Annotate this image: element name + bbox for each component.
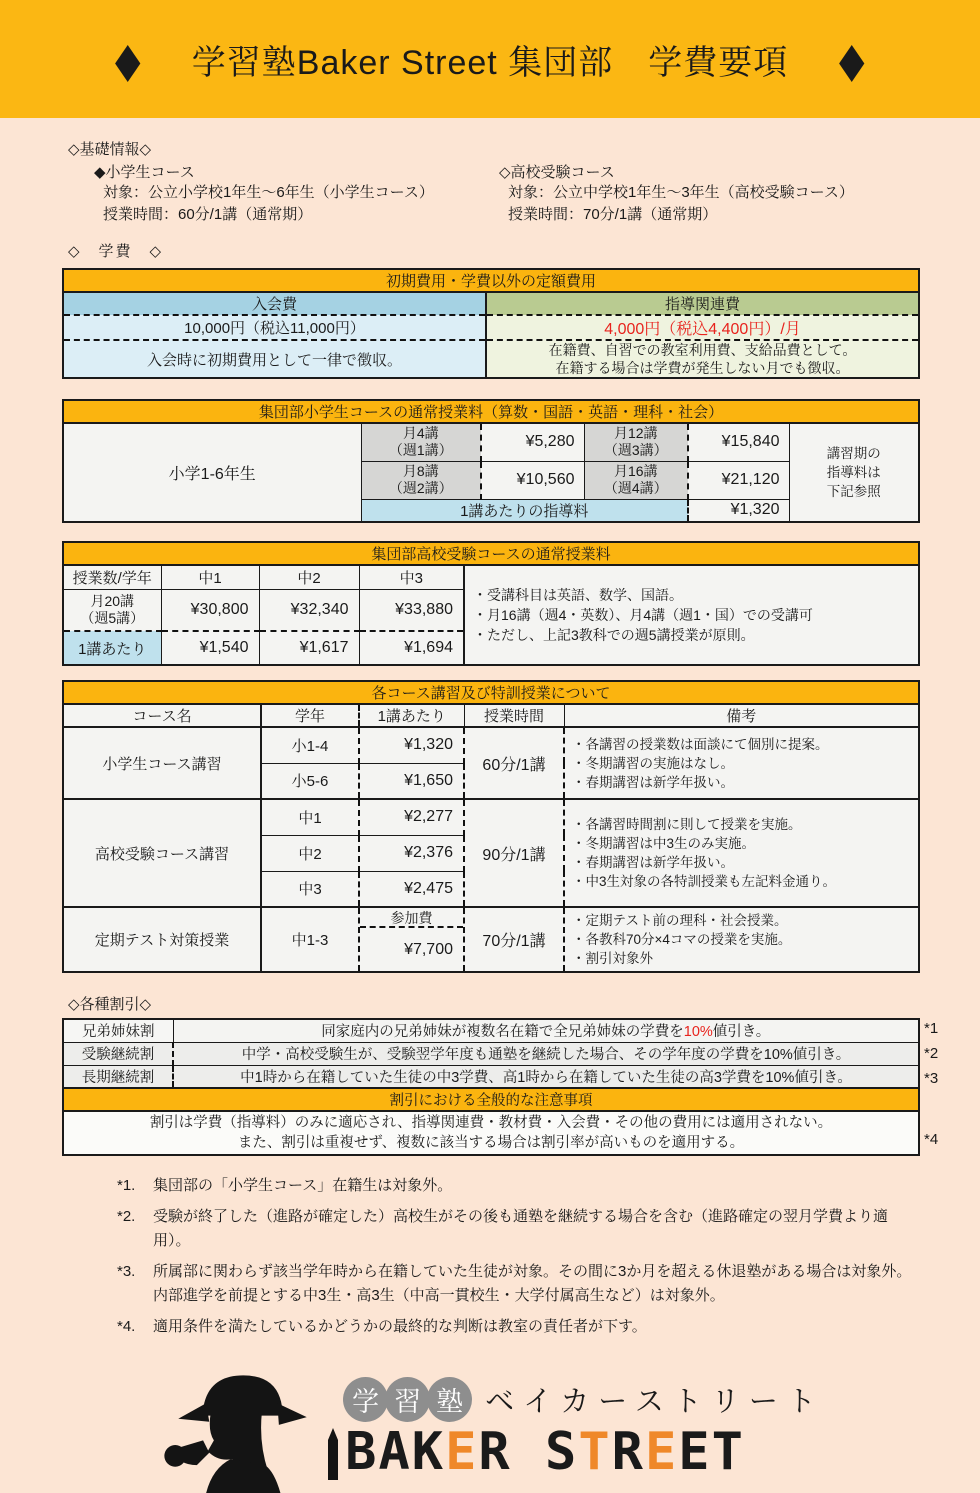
grade-cell: 中1-3 xyxy=(261,907,359,972)
remarks-cell: ・定期テスト前の理科・社会授業。 ・各教科70分×4コマの授業を実施。 ・割引対象外 xyxy=(564,907,919,972)
mark-4: *4 xyxy=(924,1131,939,1148)
page-content xyxy=(0,138,980,1493)
header-j1: 中1 xyxy=(161,565,259,589)
plan-cell: 月8講 （週2講） xyxy=(361,461,481,499)
logo-katakana: ベイカーストリート xyxy=(485,1385,825,1418)
plan-cell: 月4講 （週1講） xyxy=(361,423,481,461)
guidance-amount: 4,000円（税込4,400円）/月 xyxy=(486,315,919,340)
logo-latin: BAKER STREET xyxy=(345,1421,745,1482)
course-highschool xyxy=(499,161,854,226)
grade-cell: 小学1-6年生 xyxy=(63,423,361,522)
price-cell: ¥30,800 xyxy=(161,589,259,631)
badge-juku: 塾 xyxy=(427,1377,472,1422)
discount-name: 受験継続割 xyxy=(63,1042,173,1065)
price-cell: ¥10,560 xyxy=(481,461,584,499)
hs-notes: ・受講科目は英語、数学、国語。 ・月16講（週4・英数）、月4講（週1・国）での受講可 ・ただし、上記3教科での週5講授業が原則。 xyxy=(464,565,919,665)
price-cell: ¥5,280 xyxy=(481,423,584,461)
per-lesson-label: 1講あたり xyxy=(63,631,161,665)
discount-rate: 10% xyxy=(683,1024,713,1041)
page-title: 学習塾Baker Street 集団部 学費要項 xyxy=(191,43,789,82)
header-grade: 学年 xyxy=(261,704,359,727)
course-target: 対象：公立中学校1年生～3年生（高校受験コース） xyxy=(508,184,854,201)
grade-cell: 中2 xyxy=(261,835,359,871)
course-time: 授業時間：60分/1講（通常期） xyxy=(103,206,313,223)
table-title: 初期費用・学費以外の定額費用 xyxy=(63,269,919,292)
discount-name: 兄弟姉妹割 xyxy=(63,1019,173,1042)
price-cell: ¥21,120 xyxy=(688,461,789,499)
course-name: 小学生コース xyxy=(105,164,195,181)
seminar-reference-note: 講習期の 指導料は 下記参照 xyxy=(789,423,919,522)
price-cell: ¥1,650 xyxy=(359,763,464,799)
discounts-table xyxy=(62,1018,920,1156)
discounts-block xyxy=(62,1018,939,1156)
price-cell: ¥1,540 xyxy=(161,631,259,665)
pencil-icon xyxy=(325,1428,341,1480)
guidance-note: 在籍費、自習での教室利用費、支給品費として。 在籍する場合は学費が発生しない月でも徴収。 xyxy=(486,340,919,378)
price-cell: ¥1,617 xyxy=(259,631,359,665)
footnote: *3. 所属部に関わらず該当学年時から在籍していた生徒が対象。その間に3か月を超える休退塾がある場合は対象外。 内部進学を前提とする中3生・高3生（中高一貫校生・大学付属高生など）は対象外。 xyxy=(117,1263,912,1304)
discount-notice-title: 割引における全般的な注意事項 xyxy=(63,1088,919,1111)
basic-info-heading: ◇基礎情報◇ xyxy=(68,141,152,158)
remarks-cell: ・各講習時間割に則して授業を実施。 ・冬期講習は中3生のみ実施。 ・春期講習は新学年扱い。 ・中3生対象の各特訓授業も左記料金通り。 xyxy=(564,799,919,907)
price-cell: ¥2,277 xyxy=(359,799,464,835)
basic-info-columns xyxy=(62,161,918,226)
course-target: 対象：公立小学校1年生～6年生（小学生コース） xyxy=(103,184,434,201)
table-title: 集団部小学生コースの通常授業料（算数・国語・英語・理科・社会） xyxy=(63,400,919,423)
mark-3: *3 xyxy=(924,1070,939,1087)
price-cell: ¥1,694 xyxy=(359,631,464,665)
course-time: 授業時間：70分/1講（通常期） xyxy=(508,206,718,223)
highschool-tuition-table xyxy=(62,541,920,666)
logo xyxy=(62,1363,918,1493)
col-header-admission: 入会費 xyxy=(63,292,486,315)
course-cell: 小学生コース講習 xyxy=(63,727,261,799)
course-marker: ◇ xyxy=(499,164,511,181)
fees-heading: ◇ 学費 ◇ xyxy=(68,243,164,260)
plan-cell: 月16講 （週4講） xyxy=(584,461,688,499)
footnote: *1. 集団部の「小学生コース」在籍生は対象外。 xyxy=(117,1177,453,1194)
badge-gaku: 学 xyxy=(343,1377,388,1422)
remarks-cell: ・各講習の授業数は面談にて個別に提案。 ・冬期講習の実施はなし。 ・春期講習は新学年扱い。 xyxy=(564,727,919,799)
footnotes xyxy=(117,1174,918,1339)
price-cell xyxy=(359,907,464,972)
fee-caption: 参加費 xyxy=(390,910,433,926)
discount-name: 長期継続割 xyxy=(63,1065,173,1088)
header-remarks: 備考 xyxy=(564,704,919,727)
per-lesson-label: 1講あたりの指導料 xyxy=(361,499,688,522)
course-elementary xyxy=(94,161,499,226)
badge-shu: 習 xyxy=(385,1377,430,1422)
discount-desc: 同家庭内の兄弟姉妹が複数名在籍で全兄弟姉妹の学費を10%値引き。 xyxy=(173,1019,919,1042)
fee-value: ¥7,700 xyxy=(360,926,463,971)
detective-silhouette-icon xyxy=(155,1363,313,1493)
header-lessons: 授業数/学年 xyxy=(63,565,161,589)
time-cell: 70分/1講 xyxy=(464,907,564,972)
page-banner xyxy=(0,0,980,118)
time-cell: 60分/1講 xyxy=(464,727,564,799)
plan-cell: 月20講 （週5講） xyxy=(63,589,161,631)
diamond-icon: ◆ xyxy=(839,31,865,87)
grade-cell: 小1-4 xyxy=(261,727,359,763)
header-j2: 中2 xyxy=(259,565,359,589)
price-cell: ¥33,880 xyxy=(359,589,464,631)
initial-fee-table xyxy=(62,268,920,379)
discount-notice: 割引は学費（指導料）のみに適応され、指導関連費・教材費・入会費・その他の費用には適用されない。 また、割引は重複せず、複数に該当する場合は割引率が高いものを適用する。 xyxy=(63,1111,919,1155)
course-cell: 定期テスト対策授業 xyxy=(63,907,261,972)
diamond-icon: ◆ xyxy=(115,31,141,87)
time-cell: 90分/1講 xyxy=(464,799,564,907)
course-marker: ◆ xyxy=(94,164,106,181)
header-j3: 中3 xyxy=(359,565,464,589)
course-cell: 高校受験コース講習 xyxy=(63,799,261,907)
footnote: *2. 受験が終了した（進路が確定した）高校生がその後も通塾を継続する場合を含む（進路確定の翌月学費より適用）。 xyxy=(117,1208,889,1249)
price-cell: ¥32,340 xyxy=(259,589,359,631)
admission-amount: 10,000円（税込11,000円） xyxy=(63,315,486,340)
per-lesson-price: ¥1,320 xyxy=(688,499,789,522)
header-time: 授業時間 xyxy=(464,704,564,727)
logo-kanji-badges xyxy=(343,1377,469,1422)
price-cell: ¥15,840 xyxy=(688,423,789,461)
grade-cell: 小5-6 xyxy=(261,763,359,799)
course-name: 高校受験コース xyxy=(510,164,615,181)
header-per-lesson: 1講あたり xyxy=(359,704,464,727)
col-header-guidance: 指導関連費 xyxy=(486,292,919,315)
plan-cell: 月12講 （週3講） xyxy=(584,423,688,461)
price-cell: ¥2,376 xyxy=(359,835,464,871)
mark-2: *2 xyxy=(924,1045,939,1062)
grade-cell: 中1 xyxy=(261,799,359,835)
admission-note: 入会時に初期費用として一律で徴収。 xyxy=(63,340,486,378)
discount-desc: 中1時から在籍していた生徒の中3学費、高1時から在籍していた生徒の高3学費を10%値引き。 xyxy=(173,1065,919,1088)
footnote: *4. 適用条件を満たしているかどうかの最終的な判断は教室の責任者が下す。 xyxy=(117,1318,647,1335)
elementary-tuition-table xyxy=(62,399,920,523)
discounts-heading: ◇各種割引◇ xyxy=(68,996,152,1013)
header-course: コース名 xyxy=(63,704,261,727)
table-title: 各コース講習及び特訓授業について xyxy=(63,681,919,704)
price-cell: ¥2,475 xyxy=(359,871,464,907)
mark-1: *1 xyxy=(924,1020,939,1037)
price-cell: ¥1,320 xyxy=(359,727,464,763)
table-title: 集団部高校受験コースの通常授業料 xyxy=(63,542,919,565)
grade-cell: 中3 xyxy=(261,871,359,907)
discount-desc: 中学・高校受験生が、受験翌学年度も通塾を継続した場合、その学年度の学費を10%値引き。 xyxy=(173,1042,919,1065)
seminar-table xyxy=(62,680,920,973)
